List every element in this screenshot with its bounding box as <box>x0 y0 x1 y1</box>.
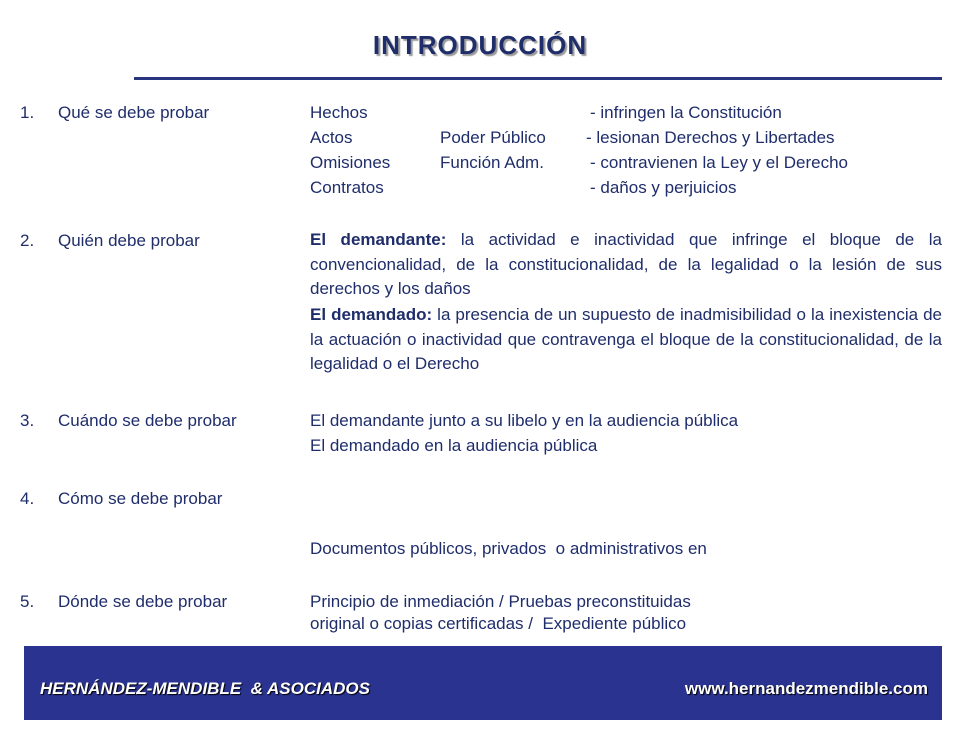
item-question: Cómo se debe probar <box>58 489 223 508</box>
item-2-plaintiff-paragraph <box>310 228 942 302</box>
plaintiff-label: El demandante: <box>310 230 447 249</box>
footer-website: www.hernandezmendible.com <box>684 679 928 698</box>
item-1-term: Actos <box>310 128 353 147</box>
item-1-effect: - infringen la Constitución <box>590 103 782 122</box>
plaintiff-text: la actividad e inactividad que infringe el bloque de la convencionalidad, de la constitucionalidad, de la legalidad o la lesión de sus derechos y los daños <box>310 230 942 299</box>
title-underline <box>134 77 942 80</box>
item-question: Quién debe probar <box>58 231 200 250</box>
item-1-term: Hechos <box>310 103 368 122</box>
item-number: 5. <box>20 592 35 611</box>
answer-line: Documentos públicos, privados o administrativos en <box>310 539 707 558</box>
footer-firm-name: HERNÁNDEZ-MENDIBLE & ASOCIADOS <box>40 679 370 698</box>
defendant-label: El demandado: <box>310 305 433 324</box>
item-1-effect: - lesionan Derechos y Libertades <box>586 128 835 147</box>
item-3-answer <box>310 408 738 458</box>
item-question: Qué se debe probar <box>58 103 210 122</box>
footer-bar <box>24 646 942 720</box>
answer-line: El demandado en la audiencia pública <box>310 436 598 455</box>
item-question: Dónde se debe probar <box>58 592 228 611</box>
item-1-subject: Poder Público <box>440 128 546 147</box>
item-1-term: Contratos <box>310 178 384 197</box>
item-number: 1. <box>20 103 35 122</box>
item-number: 3. <box>20 411 35 430</box>
defendant-text: la presencia de un supuesto de inadmisibilidad o la inexistencia de la actuación o inactividad que contravenga el bloque de la constitucionalidad, de la legalidad o el Derecho <box>310 305 942 374</box>
page-title: INTRODUCCIÓN <box>372 30 588 60</box>
item-1-subject: Función Adm. <box>440 153 544 172</box>
answer-line: Principio de inmediación / Pruebas preconstituidas <box>310 592 691 611</box>
item-number: 2. <box>20 231 35 250</box>
item-question: Cuándo se debe probar <box>58 411 237 430</box>
item-2-defendant-paragraph <box>310 303 942 377</box>
answer-line: original o copias certificadas / Expediente público <box>310 614 687 633</box>
item-1-term: Omisiones <box>310 153 391 172</box>
item-1-effect: - contravienen la Ley y el Derecho <box>590 153 848 172</box>
item-number: 4. <box>20 489 35 508</box>
answer-line: El demandante junto a su libelo y en la audiencia pública <box>310 411 739 430</box>
item-1-effect: - daños y perjuicios <box>590 178 737 197</box>
